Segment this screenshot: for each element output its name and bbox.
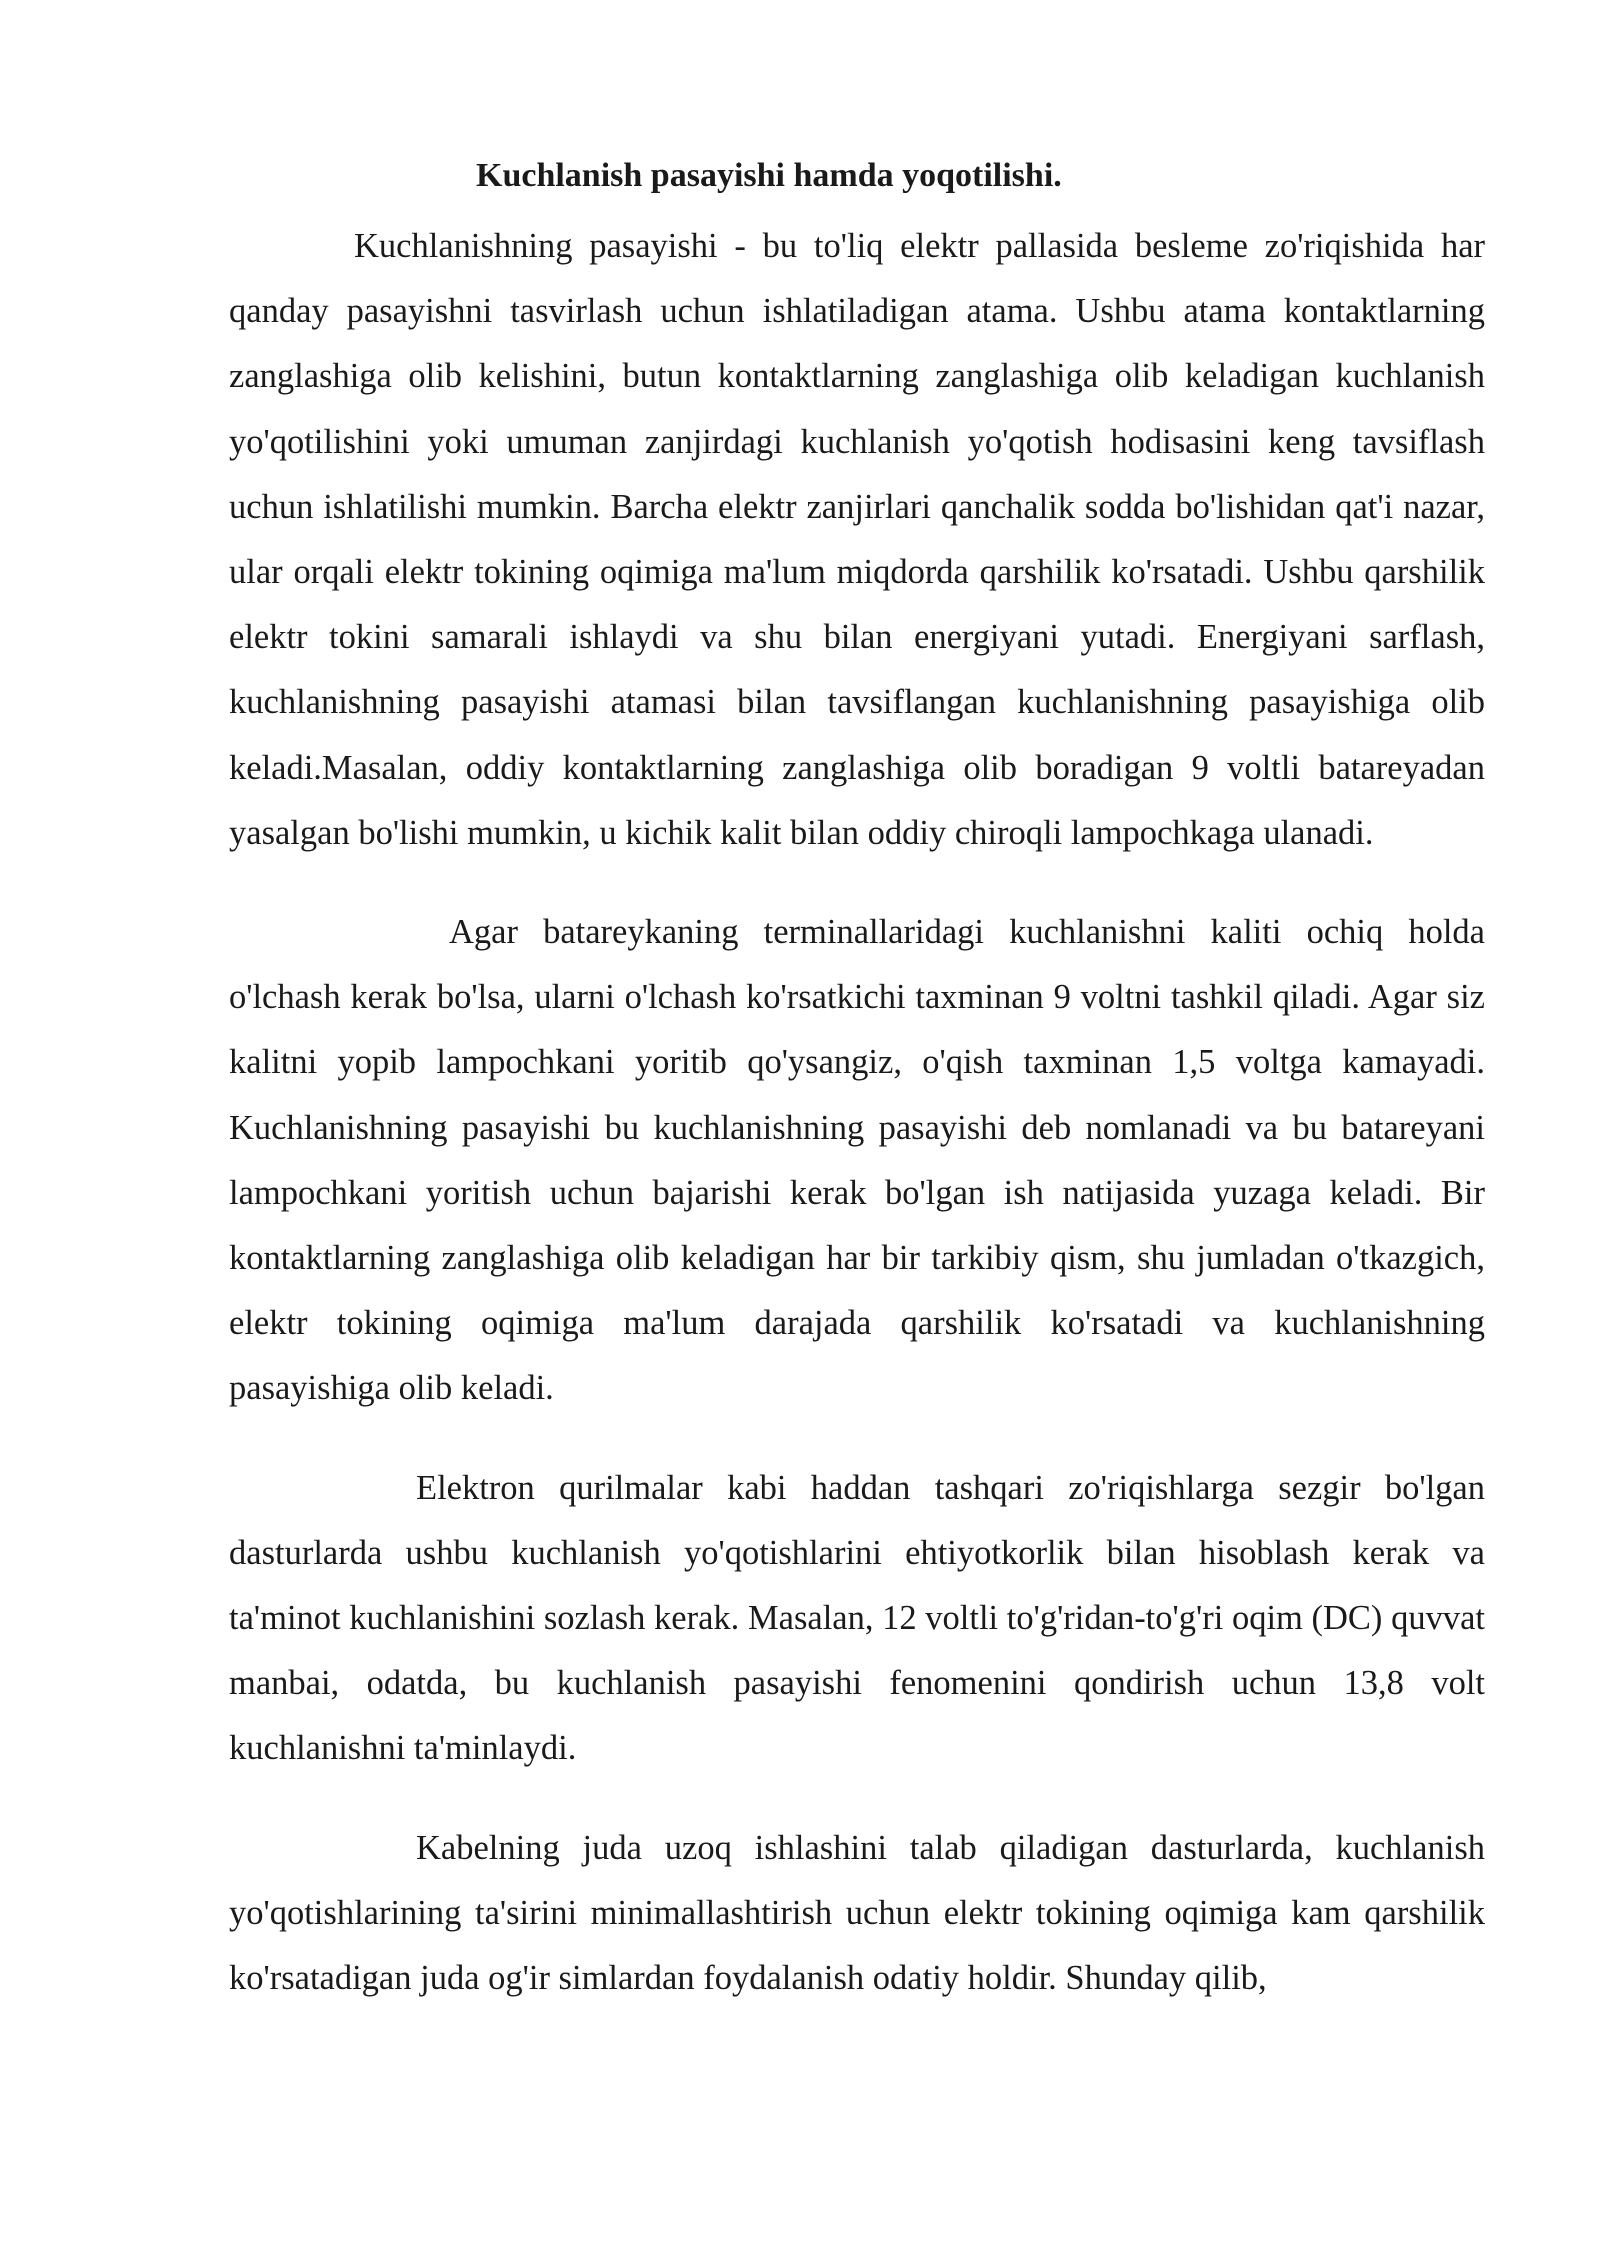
document-title: Kuchlanish pasayishi hamda yoqotilishi. (476, 157, 1062, 194)
paragraph-3: Elektron qurilmalar kabi haddan tashqari zo'riqishlarga sezgir bo'lgan dasturlarda ushbu kuchlanish yo'qotishlarini ehtiyotkorlik bilan hisoblash kerak va ta'minot kuchlanishini sozlash kerak. Masalan, 12 voltli to'g'ridan-to'g'ri oqim (DC) quvvat manbai, odatda, bu kuchlanish pasayishi fenomenini qondirish uchun 13,8 volt kuchlanishni ta'minlaydi. (229, 1468, 1485, 1768)
paragraph-2: Agar batareykaning terminallaridagi kuchlanishni kaliti ochiq holda o'lchash kerak bo'lsa, ularni o'lchash ko'rsatkichi taxminan 9 voltni tashkil qiladi. Agar siz kalitni yopib lampochkani yoritib qo'ysangiz, o'qish taxminan 1,5 voltga kamayadi. Kuchlanishning pasayishi bu kuchlanishning pasayishi deb nomlanadi va bu batareyani lampochkani yoritish uchun bajarishi kerak bo'lgan ish natijasida yuzaga keladi. Bir kontaktlarning zanglashiga olib keladigan har bir tarkibiy qism, shu jumladan o'tkazgich, elektr tokining oqimiga ma'lum darajada qarshilik ko'rsatadi va kuchlanishning pasayishiga olib keladi. (229, 913, 1485, 1408)
paragraph-1: Kuchlanishning pasayishi - bu to'liq elektr pallasida besleme zo'riqishida har qanday pasayishni tasvirlash uchun ishlatiladigan atama. Ushbu atama kontaktlarning zanglashiga olib kelishini, butun kontaktlarning zanglashiga olib keladigan kuchlanish yo'qotilishini yoki umuman zanjirdagi kuchlanish yo'qotish hodisasini keng tavsiflash uchun ishlatilishi mumkin. Barcha elektr zanjirlari qanchalik sodda bo'lishidan qat'i nazar, ular orqali elektr tokining oqimiga ma'lum miqdorda qarshilik ko'rsatadi. Ushbu qarshilik elektr tokini samarali ishlaydi va shu bilan energiyani yutadi. Energiyani sarflash, kuchlanishning pasayishi atamasi bilan tavsiflangan kuchlanishning pasayishiga olib keladi.Masalan, oddiy kontaktlarning zanglashiga olib boradigan 9 voltli batareyadan yasalgan bo'lishi mumkin, u kichik kalit bilan oddiy chiroqli lampochkaga ulanadi. (229, 227, 1485, 852)
paragraph-4: Kabelning juda uzoq ishlashini talab qiladigan dasturlarda, kuchlanish yo'qotishlarining ta'sirini minimallashtirish uchun elektr tokining oqimiga kam qarshilik ko'rsatadigan juda og'ir simlardan foydalanish odatiy holdir. Shunday qilib, (229, 1828, 1485, 1998)
document-page (229, 150, 1485, 2011)
